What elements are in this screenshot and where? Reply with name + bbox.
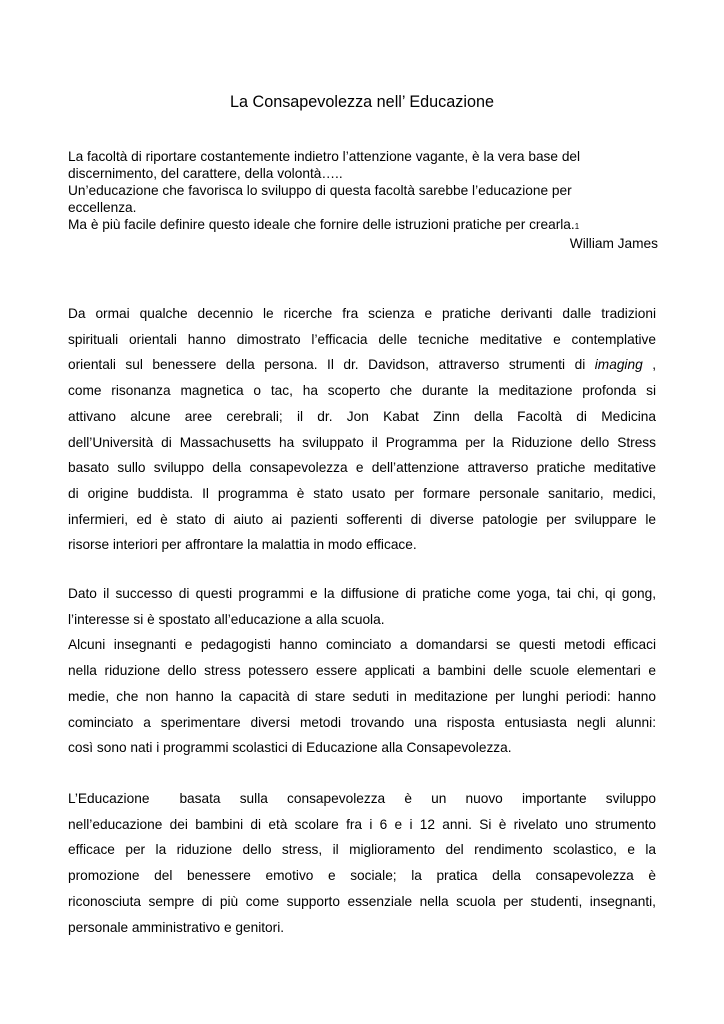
paragraph-line: riconosciuta sempre di più come supporto essenziale nella scuola per studenti, insegnanti, bbox=[68, 893, 656, 909]
epigraph-line: Un’educazione che favorisca lo sviluppo di questa facoltà sarebbe l’educazione per bbox=[68, 183, 572, 199]
paragraph-line: dell’Università di Massachusetts ha sviluppato il Programma per la Riduzione dello Stress bbox=[68, 434, 656, 450]
paragraph-line: nella riduzione dello stress potessero essere applicati a bambini delle scuole elementari e bbox=[68, 663, 656, 679]
paragraph-line bbox=[68, 352, 656, 378]
line-text: L’Educazione bbox=[68, 791, 150, 806]
paragraph-line: infermieri, ed è stato di aiuto ai pazienti sofferenti di diverse patologie per sviluppare le bbox=[68, 511, 656, 527]
line-text: , bbox=[642, 357, 657, 373]
paragraph-line: medie, che non hanno la capacità di stare seduti in meditazione per lunghi periodi: hanno bbox=[68, 688, 656, 704]
paragraph-research bbox=[68, 301, 656, 558]
paragraph-line: attivano alcune aree cerebrali; il dr. Jon Kabat Zinn della Facoltà di Medicina bbox=[68, 408, 656, 424]
paragraph-line: Dato il successo di questi programmi e la diffusione di pratiche come yoga, tai chi, qi gong, bbox=[68, 586, 656, 601]
epigraph-line bbox=[68, 216, 658, 235]
paragraph-line: cominciato a sperimentare diversi metodi trovando una risposta entusiasta negli alunni: bbox=[68, 714, 656, 730]
paragraph-line: basato sullo sviluppo della consapevolezza e dell’attenzione attraverso pratiche meditative bbox=[68, 460, 656, 476]
paragraph-line: promozione del benessere emotivo e sociale; la pratica della consapevolezza è bbox=[68, 868, 656, 884]
paragraph-line: così sono nati i programmi scolastici di Educazione alla Consapevolezza. bbox=[68, 740, 512, 756]
epigraph-quote bbox=[68, 148, 658, 253]
paragraph-line: di origine buddista. Il programma è stato usato per formare personale sanitario, medici, bbox=[68, 485, 656, 501]
paragraph-line: personale amministrativo e genitori. bbox=[68, 919, 285, 935]
paragraph-line: Alcuni insegnanti e pedagogisti hanno cominciato a domandarsi se questi metodi efficaci bbox=[68, 637, 656, 653]
epigraph-line-text: Ma è più facile definire questo ideale che fornire delle istruzioni pratiche per crearla. bbox=[68, 217, 575, 233]
paragraph-line: nell’educazione dei bambini di età scolare fra i 6 e i 12 anni. Si è rivelato uno strumento bbox=[68, 816, 656, 832]
paragraph-line bbox=[68, 786, 656, 812]
italic-term: imaging bbox=[594, 357, 643, 373]
paragraph-line: Da ormai qualche decennio le ricerche fra scienza e pratiche derivanti dalle tradizioni bbox=[68, 306, 656, 321]
epigraph-author: William James bbox=[569, 236, 658, 252]
paragraph-line: efficace per la riduzione dello stress, il miglioramento del rendimento scolastico, e la bbox=[68, 842, 656, 858]
line-text: orientali sul benessere della persona. Il dr. Davidson, attraverso strumenti di bbox=[68, 357, 595, 373]
line-text: basata sulla consapevolezza è un nuovo importante sviluppo bbox=[179, 791, 656, 806]
epigraph-line: discernimento, del carattere, della volontà….. bbox=[68, 166, 343, 182]
paragraph-education bbox=[68, 786, 656, 940]
paragraph-school bbox=[68, 581, 656, 761]
paragraph-line: l’interesse si è spostato all’educazione a alla scuola. bbox=[68, 611, 385, 627]
paragraph-line: spirituali orientali hanno dimostrato l’efficacia delle tecniche meditative e contemplative bbox=[68, 331, 656, 347]
footnote-marker: 1 bbox=[574, 222, 580, 232]
paragraph-line: come risonanza magnetica o tac, ha scoperto che durante la meditazione profonda si bbox=[68, 383, 656, 399]
epigraph-line: eccellenza. bbox=[68, 200, 137, 216]
epigraph-line: La facoltà di riportare costantemente indietro l’attenzione vagante, è la vera base del bbox=[68, 149, 581, 164]
page-title: La Consapevolezza nell’ Educazione bbox=[230, 93, 494, 111]
paragraph-line: risorse interiori per affrontare la malattia in modo efficace. bbox=[68, 537, 417, 553]
